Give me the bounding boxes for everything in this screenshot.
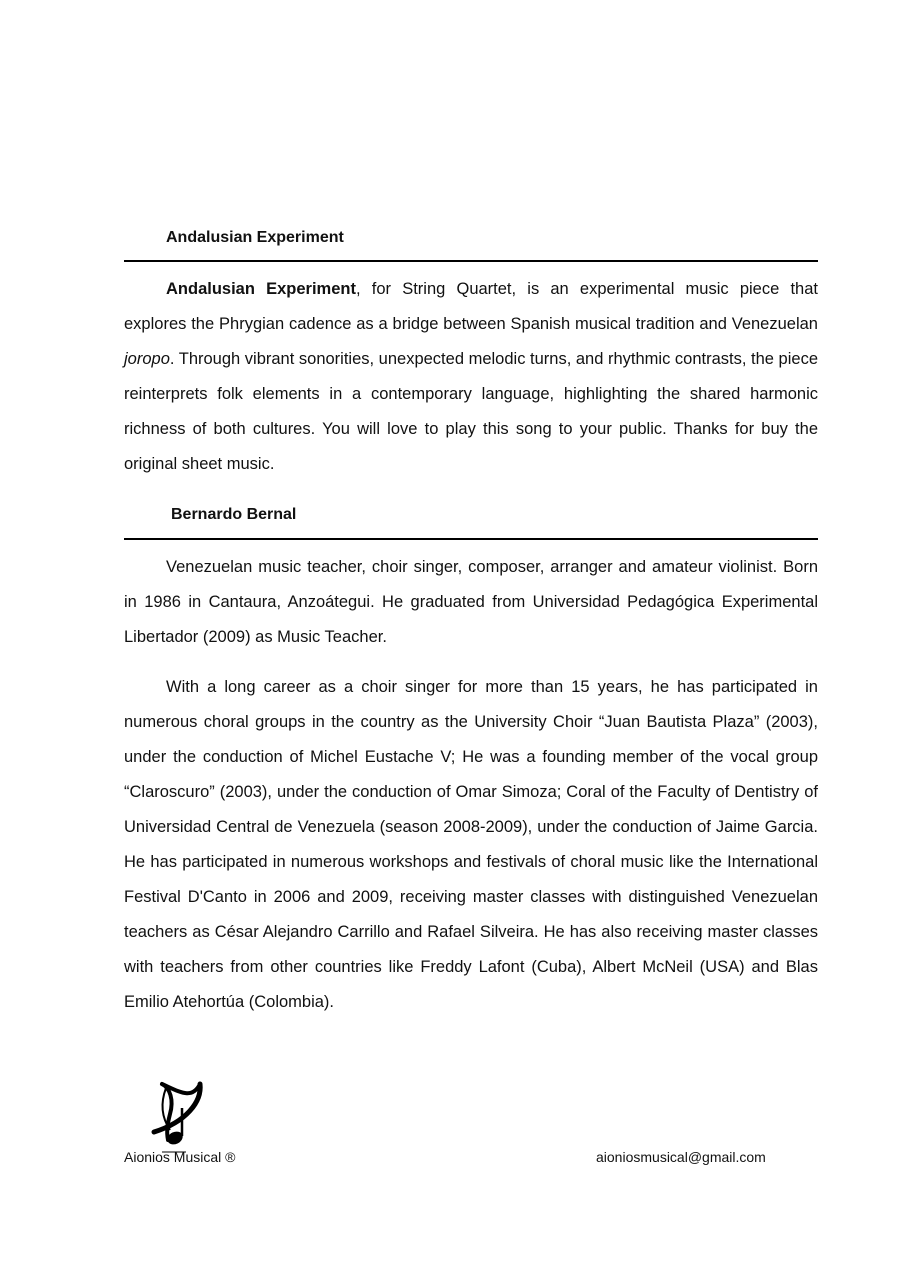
footer-email: aioniosmusical@gmail.com (596, 1149, 766, 1165)
piece-title-bold: Andalusian Experiment (166, 280, 356, 298)
section-title-bernardo-bernal: Bernardo Bernal (171, 506, 297, 523)
description-text-1: , for String Quartet, is an experimental music piece that explores the Phrygian cadence as a bridge between Spanish musical tradition and Venezuelan (124, 280, 818, 333)
bio-paragraph-2: With a long career as a choir singer for more than 15 years, he has participated in numerous choral groups in the country as the University Choir “Juan Bautista Plaza” (2003), under the conduction of Michel Eustache V; He was a founding member of the vocal group “Claroscuro” (2003), under the conduction of Omar Simoza; Coral of the Faculty of Dentistry of Universidad Central de Venezuela (season 2008-2009), under the conduction of Jaime Garcia. He has participated in numerous workshops and festivals of choral music like the International Festival D'Canto in 2006 and 2009, receiving master classes with distinguished Venezuelan teachers as César Alejandro Carrillo and Rafael Silveira. He has also receiving master classes with teachers from other countries like Freddy Lafont (Cuba), Albert McNeil (USA) and Blas Emilio Atehortúa (Colombia). (124, 678, 818, 1011)
bio-paragraph-1: Venezuelan music teacher, choir singer, composer, arranger and amateur violinist. Born in 1986 in Cantaura, Anzoátegui. He graduated from Universidad Pedagógica Experimental Libertador (2009) as Music Teacher. (124, 558, 818, 646)
aionios-musical-logo (140, 1078, 210, 1156)
description-text-2: . Through vibrant sonorities, unexpected melodic turns, and rhythmic contrasts, the piece reinterprets folk elements in a contemporary language, highlighting the shared harmonic richness of both cultures. You will love to play this song to your public. Thanks for buy the original sheet music. (124, 350, 818, 473)
joropo-italic: joropo (124, 350, 170, 368)
section-divider (124, 260, 818, 262)
section-title-andalusian-experiment: Andalusian Experiment (166, 229, 344, 246)
footer-brand: Aionios Musical ® (124, 1149, 236, 1165)
andalusian-description (124, 272, 818, 482)
section-divider (124, 538, 818, 540)
